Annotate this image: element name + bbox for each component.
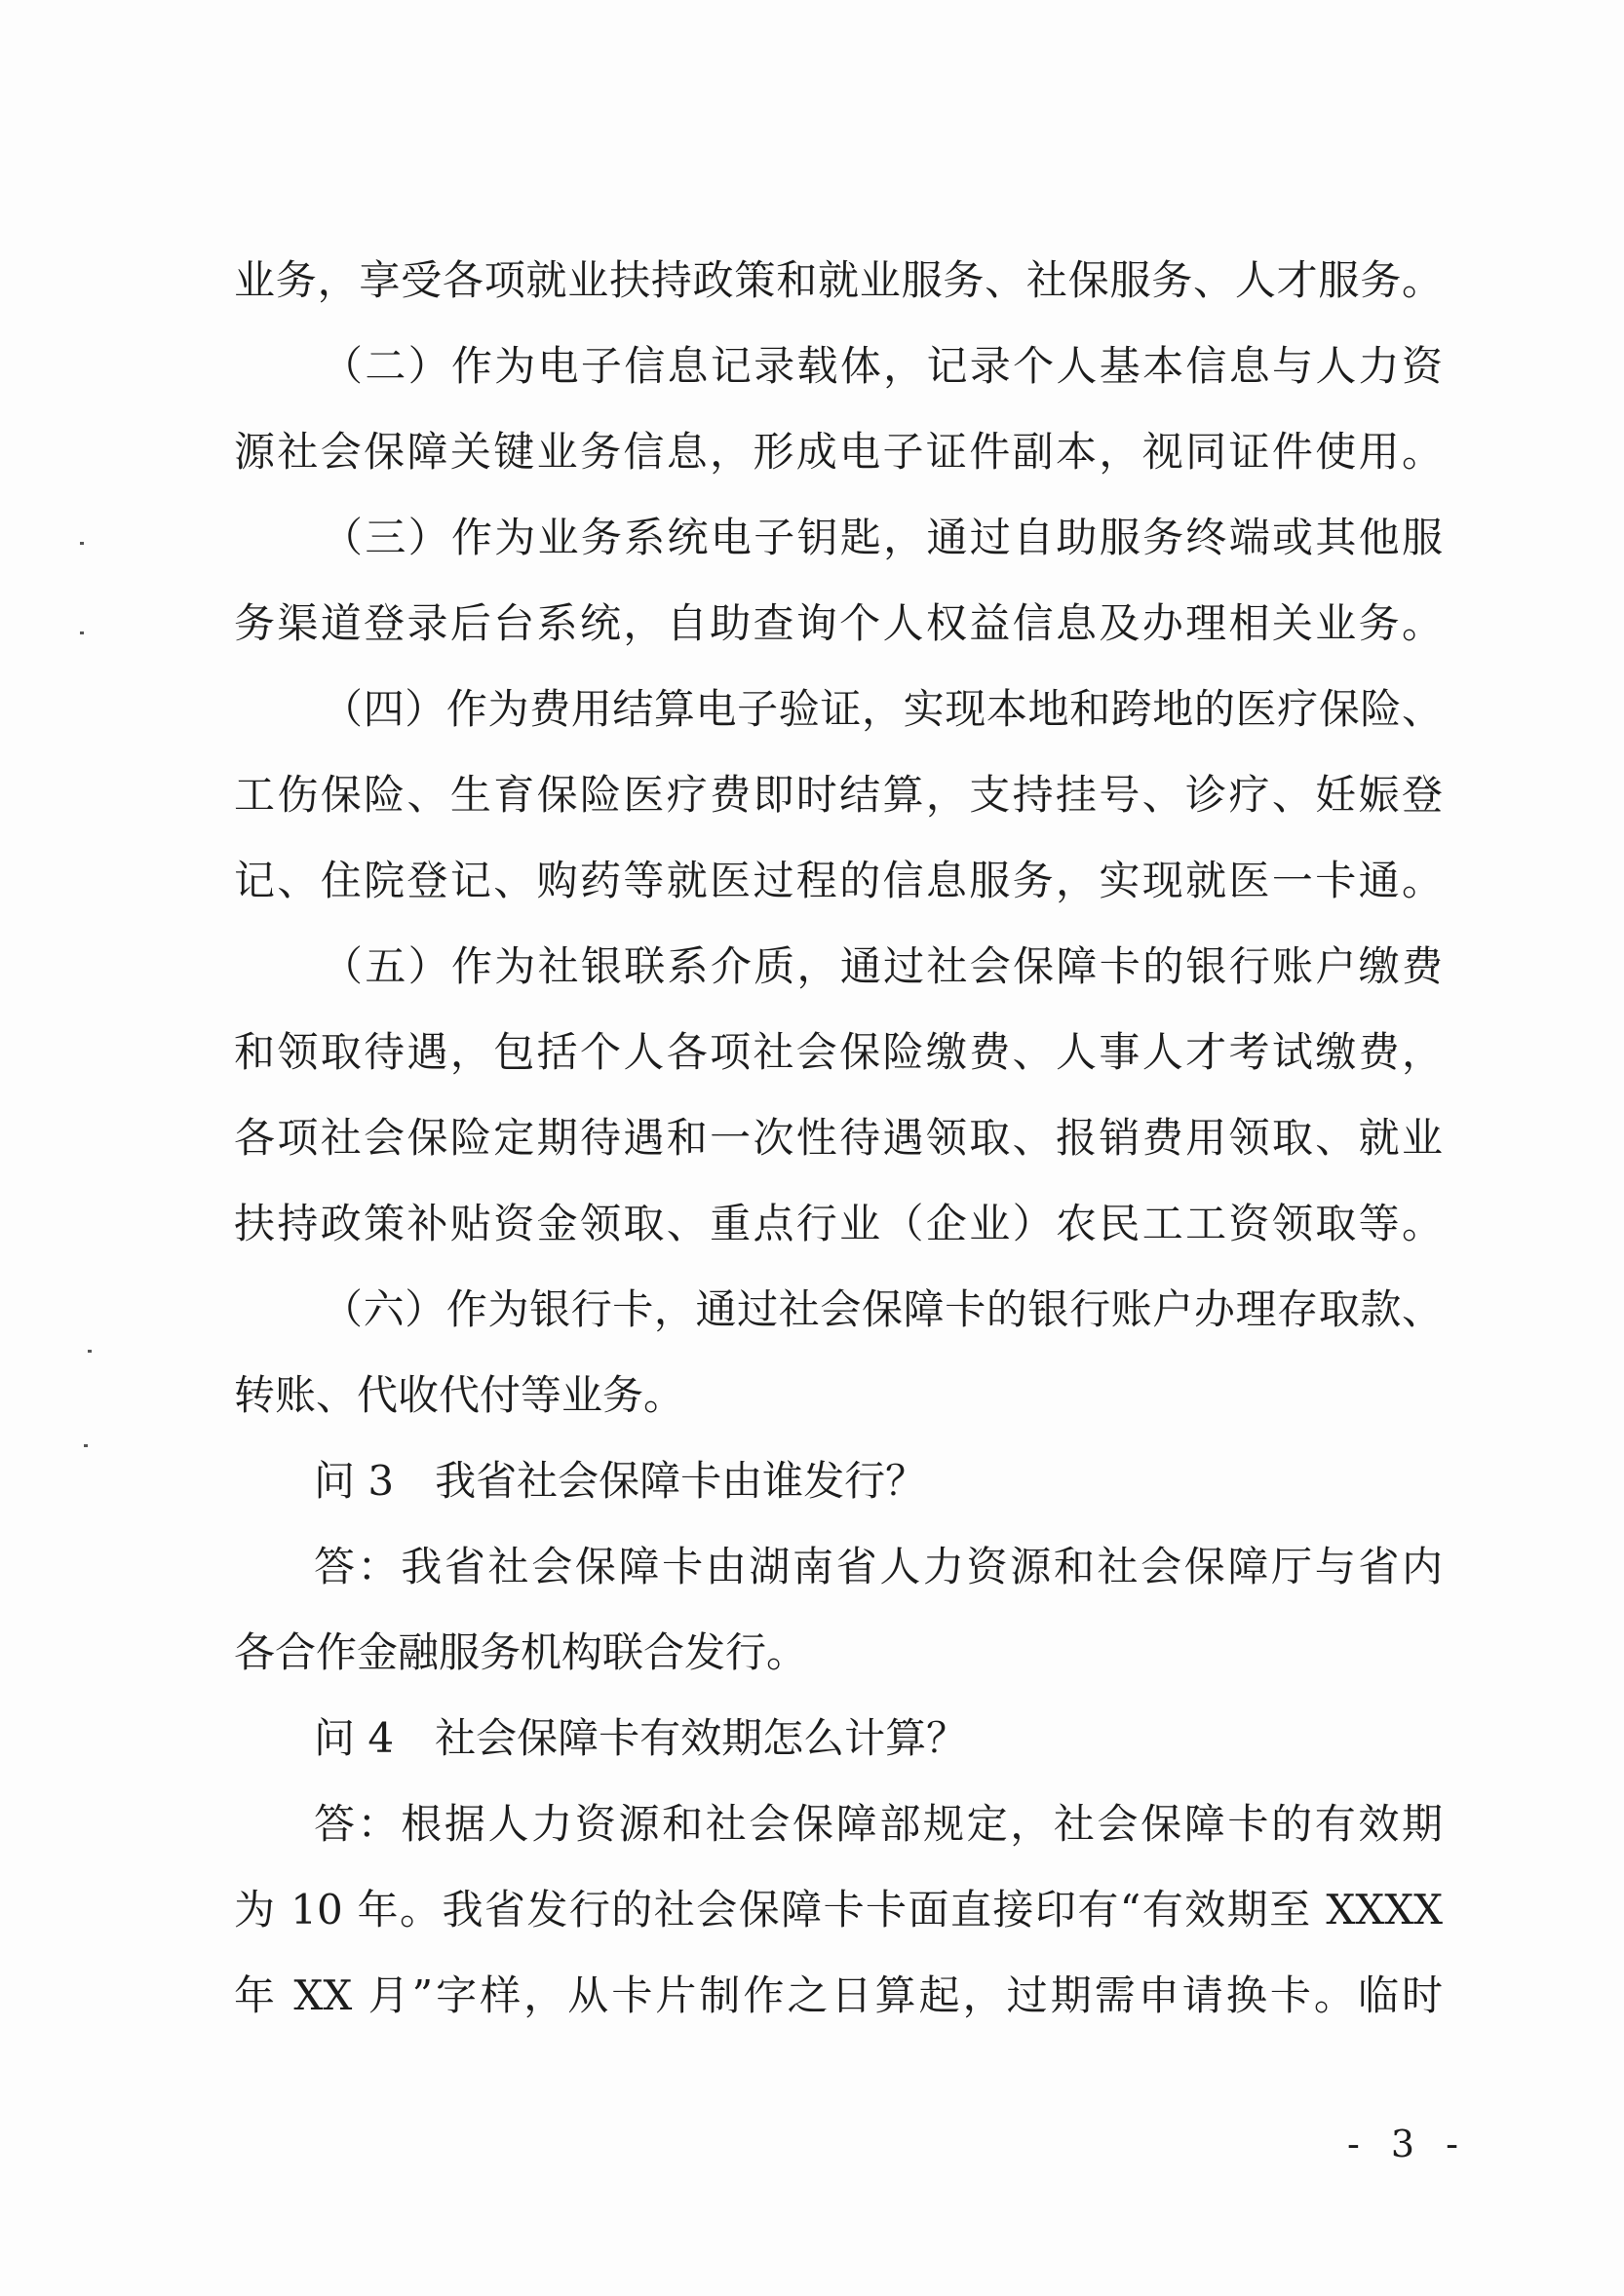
- text-line: 和领取待遇，包括个人各项社会保险缴费、人事人才考试缴费，: [234, 1028, 1443, 1076]
- answer-line: 为 10 年。我省发行的社会保障卡卡面直接印有“有效期至 XXXX: [234, 1886, 1443, 1933]
- scan-mark: [84, 1444, 88, 1447]
- text-line: （五）作为社银联系介质，通过社会保障卡的银行账户缴费: [322, 942, 1443, 990]
- scan-mark: [88, 1350, 92, 1353]
- question-heading: 问 4 社会保障卡有效期怎么计算？: [314, 1714, 968, 1762]
- text-line: （三）作为业务系统电子钥匙，通过自助服务终端或其他服: [322, 514, 1443, 561]
- text-line: 各项社会保险定期待遇和一次性待遇领取、报销费用领取、就业: [234, 1114, 1443, 1162]
- text-line: 源社会保障关键业务信息，形成电子证件副本，视同证件使用。: [234, 428, 1443, 476]
- text-line: 业务，享受各项就业扶持政策和就业服务、社保服务、人才服务。: [234, 256, 1443, 304]
- text-line: 记、住院登记、购药等就医过程的信息服务，实现就医一卡通。: [234, 857, 1443, 904]
- text-line: 工伤保险、生育保险医疗费即时结算，支持挂号、诊疗、妊娠登: [234, 771, 1443, 819]
- text-line: 转账、代收代付等业务。: [234, 1371, 685, 1419]
- page-number: - 3 -: [1347, 2123, 1469, 2165]
- text-line: （四）作为费用结算电子验证，实现本地和跨地的医疗保险、: [322, 685, 1443, 733]
- answer-line: 答：根据人力资源和社会保障部规定，社会保障卡的有效期: [314, 1800, 1443, 1848]
- text-line: 务渠道登录后台系统，自助查询个人权益信息及办理相关业务。: [234, 599, 1443, 647]
- text-line: 扶持政策补贴资金领取、重点行业（企业）农民工工资领取等。: [234, 1200, 1443, 1247]
- question-heading: 问 3 我省社会保障卡由谁发行？: [314, 1457, 927, 1505]
- scan-mark: [80, 631, 84, 634]
- text-line: （二）作为电子信息记录载体，记录个人基本信息与人力资: [322, 342, 1443, 390]
- text-line: （六）作为银行卡，通过社会保障卡的银行账户办理存取款、: [322, 1285, 1443, 1333]
- scan-mark: [80, 542, 84, 545]
- answer-line: 各合作金融服务机构联合发行。: [234, 1628, 808, 1676]
- answer-line: 答：我省社会保障卡由湖南省人力资源和社会保障厅与省内: [314, 1543, 1443, 1590]
- answer-line: 年 XX 月”字样，从卡片制作之日算起，过期需申请换卡。临时: [234, 1971, 1443, 2019]
